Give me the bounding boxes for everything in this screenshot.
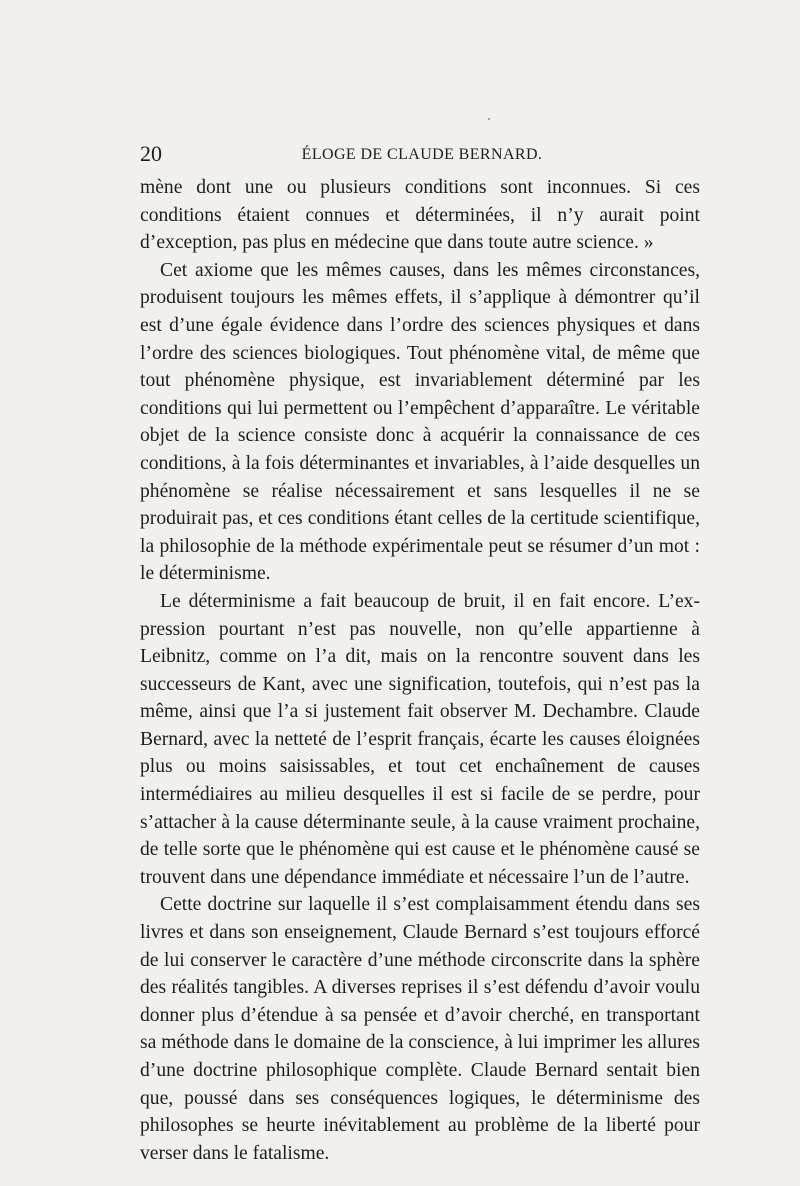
running-title: ÉLOGE DE CLAUDE BERNARD.	[301, 146, 543, 163]
paragraph-doctrine: Cette doctrine sur laquelle il s’est complaisamment étendu dans ses livres et dans son enseignement, Claude Bernard s’est toujours efforcé de lui conserver le caractère d’une méthode circonscrite dans la sphère des réalités tangibles. A diverses reprises il s’est défendu d’avoir voulu donner plus d’étendue à sa pensée et d’avoir cherché, en transportant sa méthode dans le domaine de la conscience, à lui imprimer les allures d’une doctrine philosophique complète. Claude Bernard sentait bien que, poussé dans ses conséquences logiques, le déterminisme des philosophes se heurte inévitablement au problème de la liberté pour verser dans le fatalisme.	[140, 894, 700, 1164]
paragraph-determinisme: Le déterminisme a fait beaucoup de bruit, il en fait encore. L’expression pourtant n’est pas nouvelle, non qu’elle appartienne à Leibnitz, comme on l’a dit, mais on la rencontre souvent dans les successeurs de Kant, avec une signification, toutefois, qui n’est pas la même, ainsi que l’a si justement fait observer M. Dechambre. Claude Bernard, avec la netteté de l’esprit français, écarte les causes éloignées plus ou moins saisissables, et tout cet enchaînement de causes intermédiaires au milieu desquelles il est si facile de se perdre, pour s’attacher à la cause déterminante seule, à la cause vraiment prochaine, de telle sorte que le phénomène qui est cause et le phénomène causé se trouvent dans une dépendance immédiate et nécessaire l’un de l’autre.	[140, 590, 700, 888]
paper-speck	[488, 118, 490, 120]
body-text	[140, 174, 700, 1167]
running-head	[140, 141, 700, 167]
paragraph-axiome: Cet axiome que les mêmes causes, dans les mêmes circonstances, produisent toujours les mêmes effets, il s’applique à démontrer qu’il est d’une égale évidence dans l’ordre des sciences physiques et dans l’ordre des sciences biologiques. Tout phénomène vital, de même que tout phénomène physique, est invariablement déterminé par les conditions qui lui permettent ou l’empêchent d’apparaître. Le véritable objet de la science consiste donc à acquérir la connaissance de ces conditions, à la fois déterminantes et invariables, à l’aide desquelles un phénomène se réalise nécessairement et sans lesquelles il ne se produirait pas, et ces conditions étant celles de la certitude scientifique, la philosophie de la méthode expérimentale peut se résumer d’un mot : le déterminisme.	[140, 259, 700, 585]
page-number: 20	[140, 141, 162, 166]
paragraph-continuation: mène dont une ou plusieurs conditions sont inconnues. Si ces conditions étaient connues et déterminées, il n’y aurait point d’exception, pas plus en médecine que dans toute autre science. »	[140, 177, 700, 254]
